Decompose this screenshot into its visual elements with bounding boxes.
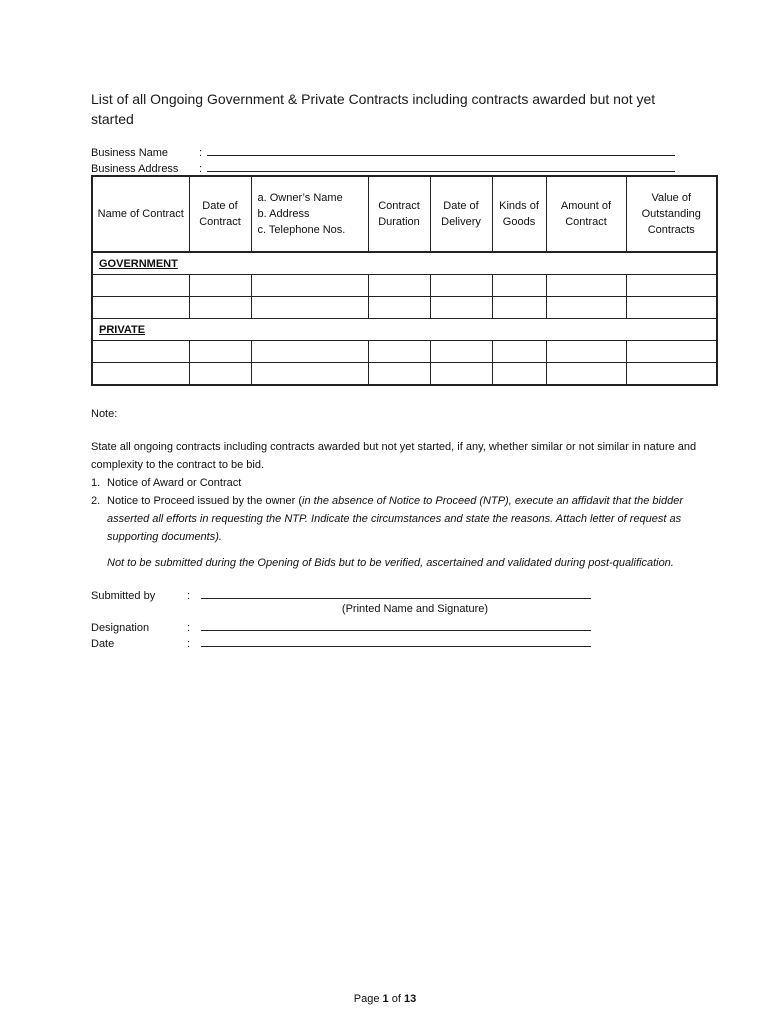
table-cell[interactable]	[189, 275, 251, 297]
table-row	[92, 297, 717, 319]
table-cell[interactable]	[251, 275, 368, 297]
document-title: List of all Ongoing Government & Private Contracts including contracts awarded but not yet started	[91, 91, 656, 127]
designation-field[interactable]	[201, 620, 591, 631]
table-cell[interactable]	[492, 297, 546, 319]
header-value-outstanding: Value of Outstanding Contracts	[626, 176, 717, 252]
designation-row	[91, 620, 591, 635]
table-cell[interactable]	[368, 275, 430, 297]
colon: :	[187, 590, 191, 602]
table-row	[92, 341, 717, 363]
business-name-label: Business Name	[91, 147, 169, 159]
list-item	[91, 474, 719, 492]
table-cell[interactable]	[546, 275, 626, 297]
header-name-of-contract: Name of Contract	[92, 176, 189, 252]
colon: :	[199, 163, 203, 175]
table-cell[interactable]	[626, 275, 717, 297]
section-row-government	[92, 252, 717, 275]
note-label: Note:	[91, 408, 118, 420]
table-cell[interactable]	[189, 363, 251, 386]
header-amount-of-contract: Amount of Contract	[546, 176, 626, 252]
date-field[interactable]	[201, 636, 591, 647]
colon: :	[187, 638, 191, 650]
section-row-private	[92, 319, 717, 341]
list-item	[91, 492, 719, 546]
submitted-by-field[interactable]	[201, 588, 591, 599]
of-word: of	[391, 993, 401, 1005]
table-cell[interactable]	[189, 341, 251, 363]
designation-label: Designation	[91, 622, 150, 634]
table-cell[interactable]	[626, 297, 717, 319]
page-word: Page	[353, 993, 380, 1005]
table-cell[interactable]	[430, 275, 492, 297]
page-footer	[0, 993, 770, 1005]
note-paragraph: State all ongoing contracts including contracts awarded but not yet started, if any, whether similar or not similar in nature and complexity to the contract to be bid.	[91, 441, 697, 471]
table-cell[interactable]	[92, 297, 189, 319]
table-cell[interactable]	[492, 363, 546, 386]
table-cell[interactable]	[546, 341, 626, 363]
table-cell[interactable]	[546, 297, 626, 319]
table-cell[interactable]	[492, 275, 546, 297]
table-cell[interactable]	[92, 275, 189, 297]
header-kinds-of-goods: Kinds of Goods	[492, 176, 546, 252]
table-row	[92, 363, 717, 386]
page-total: 13	[403, 993, 417, 1005]
table-cell[interactable]	[368, 363, 430, 386]
not-submitted-note: Not to be submitted during the Opening of Bids but to be verified, ascertained and validated during post-qualification.	[107, 557, 674, 569]
list-text-plain: Notice to Proceed issued by the owner (	[107, 495, 303, 507]
table-cell[interactable]	[546, 363, 626, 386]
list-text	[107, 492, 719, 546]
date-label: Date	[91, 638, 115, 650]
table-cell[interactable]	[626, 341, 717, 363]
note-list	[91, 474, 719, 546]
business-address-field[interactable]	[207, 161, 675, 172]
business-address-row	[91, 161, 675, 176]
table-cell[interactable]	[92, 363, 189, 386]
business-name-field[interactable]	[207, 145, 675, 156]
page-current: 1	[382, 993, 389, 1005]
list-text: Notice of Award or Contract	[107, 477, 242, 489]
business-name-row	[91, 145, 675, 160]
list-number: 2.	[91, 495, 101, 507]
printed-name-label: (Printed Name and Signature)	[341, 603, 489, 615]
table-cell[interactable]	[92, 341, 189, 363]
section-label-private: PRIVATE	[92, 319, 717, 341]
section-label-government: GOVERNMENT	[92, 252, 717, 275]
table-cell[interactable]	[430, 363, 492, 386]
table-cell[interactable]	[251, 297, 368, 319]
contracts-table	[91, 175, 718, 386]
table-cell[interactable]	[368, 341, 430, 363]
table-row	[92, 275, 717, 297]
header-date-of-contract: Date of Contract	[189, 176, 251, 252]
list-text-italic: in the absence of Notice to Proceed (NTP), execute an affidavit that the bidder asserted all efforts in requesting the NTP. Indicate the circumstances and state the reasons. Attach letter of request as supporting documents).	[107, 495, 683, 543]
table-cell[interactable]	[430, 297, 492, 319]
table-cell[interactable]	[189, 297, 251, 319]
submitted-by-label: Submitted by	[91, 590, 156, 602]
table-cell[interactable]	[251, 341, 368, 363]
colon: :	[199, 147, 203, 159]
header-contract-duration: Contract Duration	[368, 176, 430, 252]
table-cell[interactable]	[368, 297, 430, 319]
table-cell[interactable]	[492, 341, 546, 363]
colon: :	[187, 622, 191, 634]
date-row	[91, 636, 591, 651]
business-address-label: Business Address	[91, 163, 179, 175]
table-cell[interactable]	[251, 363, 368, 386]
table-cell[interactable]	[430, 341, 492, 363]
list-number: 1.	[91, 477, 101, 489]
table-cell[interactable]	[626, 363, 717, 386]
header-owner-address-phone: a. Owner’s Name b. Address c. Telephone Nos.	[251, 176, 368, 252]
header-date-of-delivery: Date of Delivery	[430, 176, 492, 252]
submitted-by-row	[91, 588, 591, 603]
